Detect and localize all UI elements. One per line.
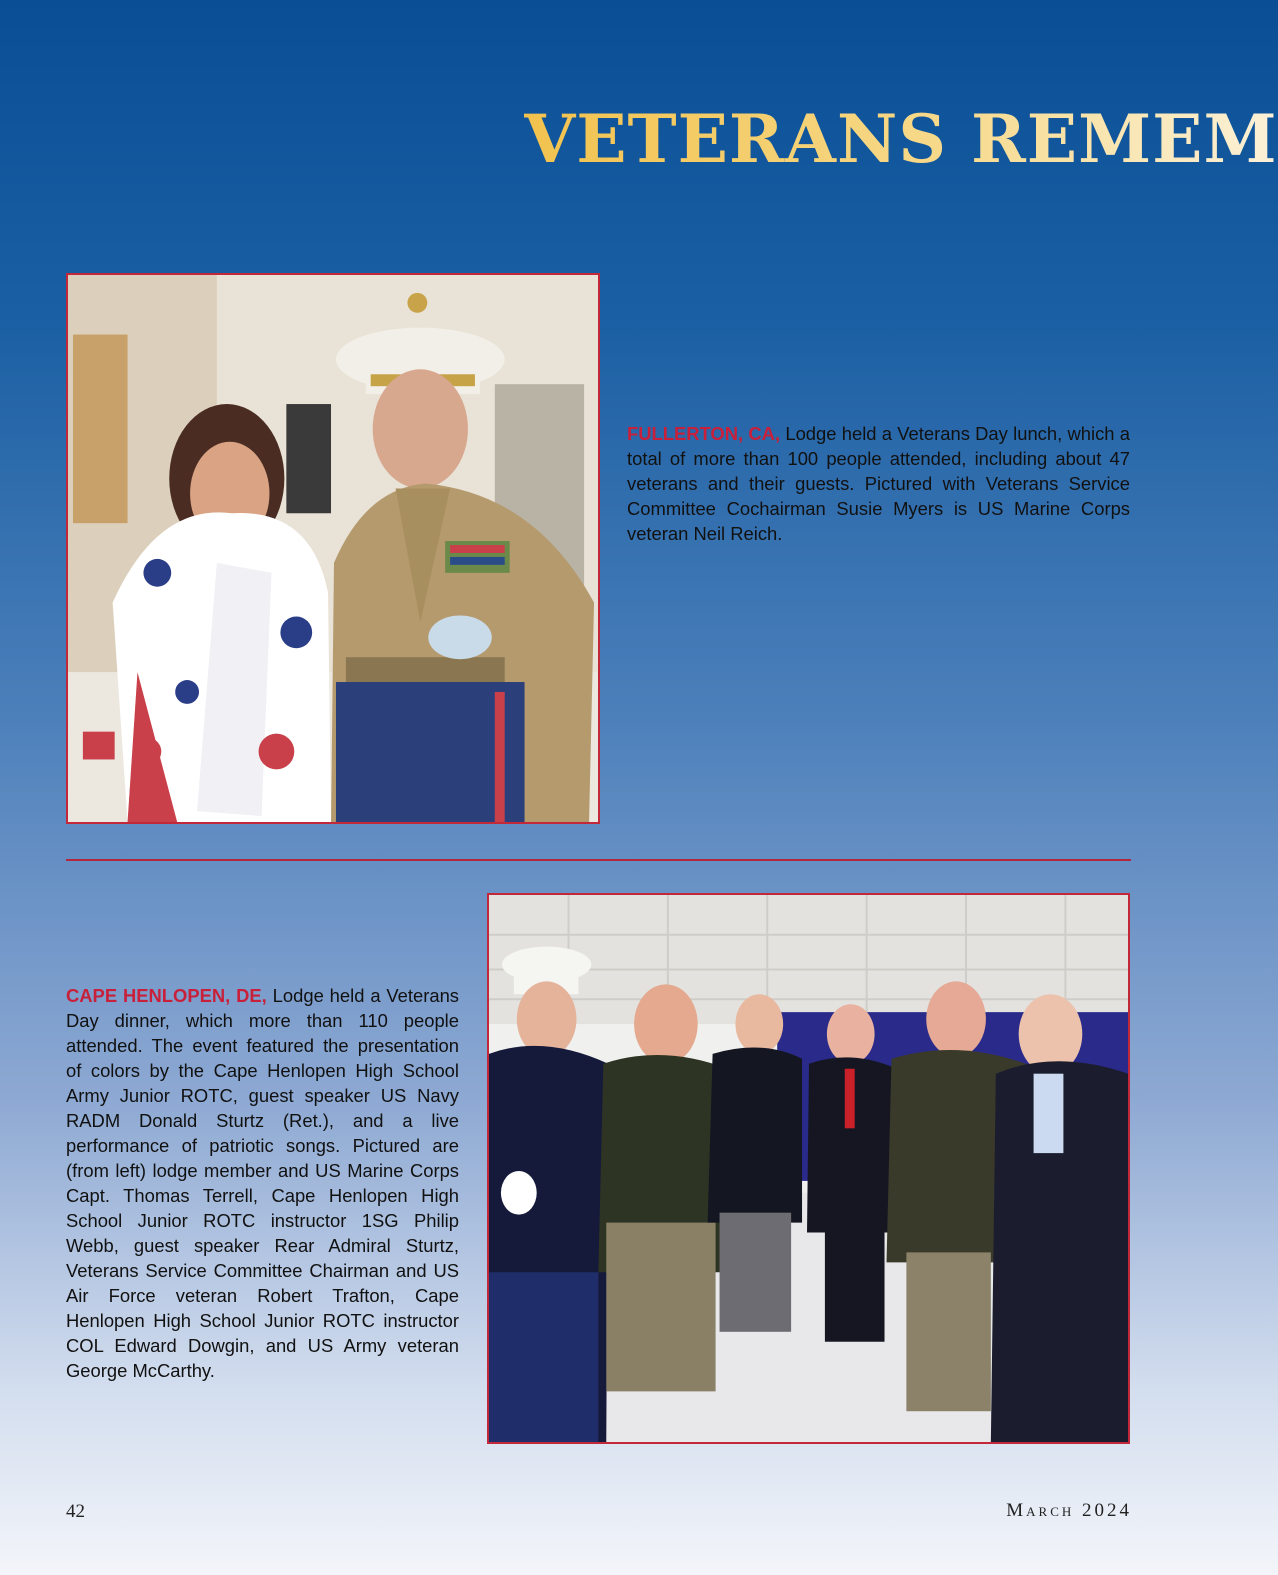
- fullerton-place: FULLERTON, CA,: [627, 423, 781, 444]
- article-headline: VETERANS REMEM: [524, 100, 1278, 178]
- issue-date: March 2024: [1006, 1500, 1132, 1521]
- section-divider: [66, 859, 1131, 861]
- cape-henlopen-place: CAPE HENLOPEN, DE,: [66, 985, 267, 1006]
- fullerton-body: Lodge held a Veterans Day lunch, which a total of more than 100 people attended, including about 47 veterans and their guests. Pictured with Veterans Service Committee Cochairman Susie Myers is US Marine Corps veteran Neil Reich.: [627, 423, 1130, 544]
- cape-henlopen-caption: [66, 983, 459, 1383]
- cape-henlopen-photo: [487, 893, 1130, 1444]
- page-number: 42: [66, 1501, 85, 1522]
- cape-henlopen-body: Lodge held a Veterans Day dinner, which more than 110 people attended. The event featured the presentation of colors by the Cape Henlopen High School Army Junior ROTC, guest speaker US Navy RADM Donald Sturtz (Ret.), and a live performance of patriotic songs. Pictured are (from left) lodge member and US Marine Corps Capt. Thomas Terrell, Cape Henlopen High School Junior ROTC instructor 1SG Philip Webb, guest speaker Rear Admiral Sturtz, Veterans Service Committee Chairman and US Air Force veteran Robert Trafton, Cape Henlopen High School Junior ROTC instructor COL Edward Dowgin, and US Army veteran George McCarthy.: [66, 985, 460, 1381]
- fullerton-photo: [66, 273, 600, 824]
- fullerton-caption: [627, 421, 1130, 546]
